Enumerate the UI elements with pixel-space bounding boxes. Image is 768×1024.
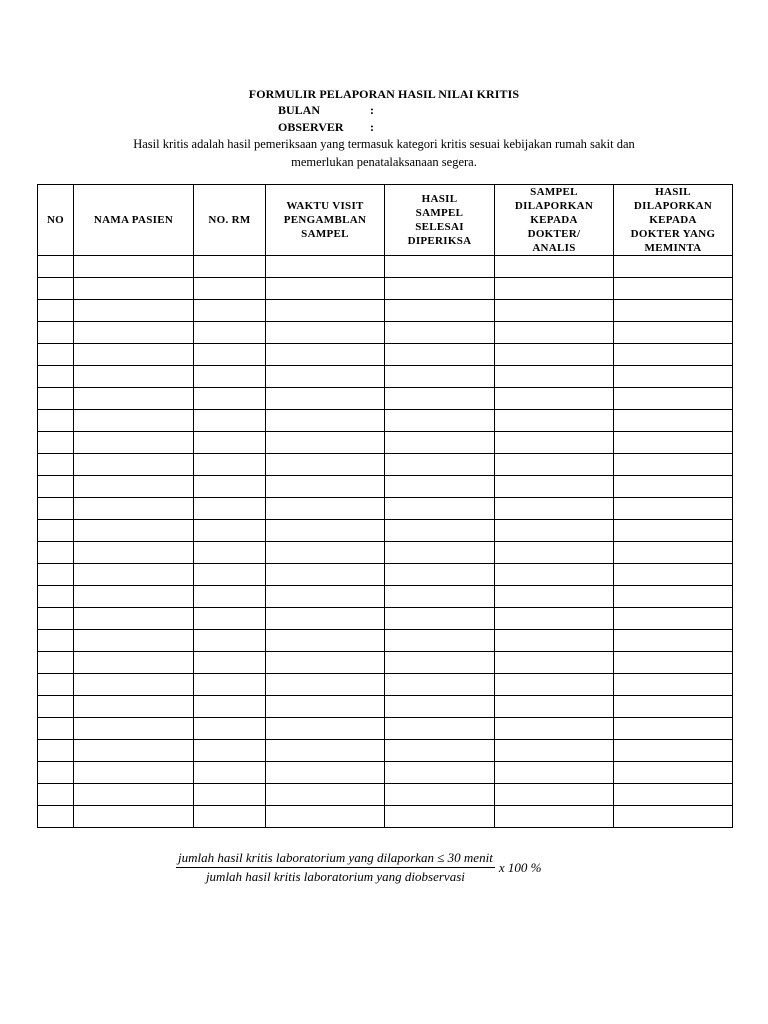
description <box>60 135 708 171</box>
table-cell[interactable] <box>385 652 495 674</box>
table-cell[interactable] <box>194 608 266 630</box>
table-cell[interactable] <box>385 718 495 740</box>
table-cell[interactable] <box>495 740 614 762</box>
table-cell[interactable] <box>495 542 614 564</box>
table-cell[interactable] <box>74 608 194 630</box>
observer-label: OBSERVER <box>278 120 344 134</box>
table-cell[interactable] <box>614 542 733 564</box>
table-cell[interactable] <box>74 454 194 476</box>
table-cell[interactable] <box>266 652 385 674</box>
table-cell[interactable] <box>194 322 266 344</box>
table-row <box>38 784 733 806</box>
formula <box>176 850 541 885</box>
table-cell[interactable] <box>266 630 385 652</box>
observer-row <box>278 120 374 135</box>
table-cell[interactable] <box>614 762 733 784</box>
table-cell[interactable] <box>266 586 385 608</box>
table-row <box>38 278 733 300</box>
table-cell[interactable] <box>38 322 74 344</box>
table-cell[interactable] <box>495 784 614 806</box>
table-cell[interactable] <box>38 256 74 278</box>
table-cell[interactable] <box>74 762 194 784</box>
table-cell[interactable] <box>194 278 266 300</box>
table-cell[interactable] <box>194 454 266 476</box>
table-cell[interactable] <box>385 432 495 454</box>
table-cell[interactable] <box>495 564 614 586</box>
table-cell[interactable] <box>614 740 733 762</box>
table-cell[interactable] <box>38 564 74 586</box>
table-cell[interactable] <box>74 498 194 520</box>
table-cell[interactable] <box>385 564 495 586</box>
table-cell[interactable] <box>194 784 266 806</box>
table-cell[interactable] <box>614 630 733 652</box>
column-header-line: KEPADA <box>649 214 697 226</box>
bulan-colon: : <box>370 103 374 117</box>
table-cell[interactable] <box>266 520 385 542</box>
table-row <box>38 454 733 476</box>
table-cell[interactable] <box>614 520 733 542</box>
column-header-line: HASIL <box>421 193 458 205</box>
table-cell[interactable] <box>194 630 266 652</box>
table-row <box>38 652 733 674</box>
column-header-1 <box>38 185 74 256</box>
table-cell[interactable] <box>74 388 194 410</box>
table-cell[interactable] <box>614 498 733 520</box>
table-row <box>38 520 733 542</box>
table-cell[interactable] <box>38 542 74 564</box>
table-cell[interactable] <box>38 630 74 652</box>
table-cell[interactable] <box>38 476 74 498</box>
table-cell[interactable] <box>38 608 74 630</box>
table-cell[interactable] <box>266 322 385 344</box>
table-cell[interactable] <box>385 388 495 410</box>
table-cell[interactable] <box>38 520 74 542</box>
column-header-line: KEPADA <box>530 214 578 226</box>
report-table <box>37 184 733 828</box>
table-row <box>38 256 733 278</box>
table-cell[interactable] <box>38 718 74 740</box>
table-cell[interactable] <box>385 300 495 322</box>
table-cell[interactable] <box>614 674 733 696</box>
bulan-row <box>278 103 374 118</box>
table-row <box>38 322 733 344</box>
column-header-line: NO <box>46 214 65 226</box>
table-cell[interactable] <box>385 476 495 498</box>
table-cell[interactable] <box>38 586 74 608</box>
column-header-line: ANALIS <box>532 242 576 254</box>
column-header-line: PENGAMBLAN <box>283 214 367 226</box>
table-cell[interactable] <box>38 806 74 828</box>
table-body <box>38 256 733 828</box>
table-cell[interactable] <box>266 806 385 828</box>
table-cell[interactable] <box>385 410 495 432</box>
table-cell[interactable] <box>266 696 385 718</box>
table-cell[interactable] <box>266 740 385 762</box>
table-cell[interactable] <box>74 542 194 564</box>
table-cell[interactable] <box>495 762 614 784</box>
table-cell[interactable] <box>266 278 385 300</box>
table-cell[interactable] <box>266 718 385 740</box>
table-cell[interactable] <box>74 564 194 586</box>
column-header-5 <box>385 185 495 256</box>
column-header-line: MEMINTA <box>644 242 702 254</box>
table-cell[interactable] <box>194 498 266 520</box>
table-cell[interactable] <box>495 410 614 432</box>
table-cell[interactable] <box>614 256 733 278</box>
column-header-4 <box>266 185 385 256</box>
table-cell[interactable] <box>614 608 733 630</box>
table-cell[interactable] <box>74 740 194 762</box>
table-cell[interactable] <box>495 256 614 278</box>
table-cell[interactable] <box>385 256 495 278</box>
table-cell[interactable] <box>614 586 733 608</box>
table-cell[interactable] <box>385 498 495 520</box>
table-cell[interactable] <box>614 784 733 806</box>
header-row <box>38 185 733 256</box>
table-cell[interactable] <box>38 784 74 806</box>
table-cell[interactable] <box>74 520 194 542</box>
table-cell[interactable] <box>38 454 74 476</box>
table-cell[interactable] <box>38 366 74 388</box>
table-cell[interactable] <box>385 520 495 542</box>
table-cell[interactable] <box>74 410 194 432</box>
table-cell[interactable] <box>74 696 194 718</box>
table-cell[interactable] <box>74 432 194 454</box>
table-cell[interactable] <box>614 344 733 366</box>
column-header-line: SAMPEL <box>301 228 349 240</box>
table-cell[interactable] <box>38 432 74 454</box>
table-cell[interactable] <box>74 806 194 828</box>
table-cell[interactable] <box>614 300 733 322</box>
table-cell[interactable] <box>38 696 74 718</box>
table-cell[interactable] <box>614 410 733 432</box>
table-cell[interactable] <box>385 674 495 696</box>
table-cell[interactable] <box>495 388 614 410</box>
table-row <box>38 476 733 498</box>
table-row <box>38 806 733 828</box>
table-cell[interactable] <box>495 432 614 454</box>
description-line-2: memerlukan penatalaksanaan segera. <box>291 155 477 169</box>
table-cell[interactable] <box>74 366 194 388</box>
table-cell[interactable] <box>614 432 733 454</box>
table-row <box>38 388 733 410</box>
table-cell[interactable] <box>614 454 733 476</box>
table-cell[interactable] <box>385 322 495 344</box>
table-cell[interactable] <box>614 806 733 828</box>
formula-numerator: jumlah hasil kritis laboratorium yang dilaporkan ≤ 30 menit <box>176 850 495 868</box>
table-cell[interactable] <box>194 410 266 432</box>
table-cell[interactable] <box>495 322 614 344</box>
table-cell[interactable] <box>38 344 74 366</box>
table-row <box>38 564 733 586</box>
table-cell[interactable] <box>194 586 266 608</box>
table-cell[interactable] <box>194 300 266 322</box>
column-header-line: SAMPEL <box>530 186 578 198</box>
table-cell[interactable] <box>385 696 495 718</box>
table-cell[interactable] <box>266 410 385 432</box>
column-header-6 <box>495 185 614 256</box>
table-cell[interactable] <box>266 388 385 410</box>
table-cell[interactable] <box>614 476 733 498</box>
table-row <box>38 762 733 784</box>
table-cell[interactable] <box>495 476 614 498</box>
table-cell[interactable] <box>194 740 266 762</box>
column-header-line: DILAPORKAN <box>633 200 713 212</box>
table-cell[interactable] <box>74 476 194 498</box>
table-cell[interactable] <box>194 476 266 498</box>
table-cell[interactable] <box>74 256 194 278</box>
table-cell[interactable] <box>614 652 733 674</box>
column-header-line: DILAPORKAN <box>514 200 594 212</box>
table-cell[interactable] <box>194 366 266 388</box>
column-header-line: SELESAI <box>415 221 464 233</box>
column-header-line: SAMPEL <box>415 207 464 219</box>
table-cell[interactable] <box>194 762 266 784</box>
table-cell[interactable] <box>495 718 614 740</box>
table-cell[interactable] <box>266 498 385 520</box>
table-cell[interactable] <box>194 344 266 366</box>
table-row <box>38 366 733 388</box>
table-row <box>38 696 733 718</box>
column-header-7 <box>614 185 733 256</box>
column-header-line: NO. RM <box>208 214 251 226</box>
table-cell[interactable] <box>194 564 266 586</box>
table-cell[interactable] <box>38 410 74 432</box>
table-cell[interactable] <box>495 652 614 674</box>
table-cell[interactable] <box>385 762 495 784</box>
table-cell[interactable] <box>495 586 614 608</box>
table-row <box>38 432 733 454</box>
table-cell[interactable] <box>266 762 385 784</box>
table-cell[interactable] <box>495 344 614 366</box>
table-cell[interactable] <box>495 498 614 520</box>
table-cell[interactable] <box>266 432 385 454</box>
column-header-line: HASIL <box>655 186 691 198</box>
table-cell[interactable] <box>38 652 74 674</box>
table-cell[interactable] <box>614 388 733 410</box>
table-cell[interactable] <box>495 608 614 630</box>
table-row <box>38 542 733 564</box>
table-cell[interactable] <box>38 300 74 322</box>
table-cell[interactable] <box>266 344 385 366</box>
table-cell[interactable] <box>266 784 385 806</box>
table-cell[interactable] <box>614 718 733 740</box>
table-row <box>38 608 733 630</box>
table-row <box>38 300 733 322</box>
form-title: FORMULIR PELAPORAN HASIL NILAI KRITIS <box>248 87 520 101</box>
table-cell[interactable] <box>38 388 74 410</box>
table-cell[interactable] <box>38 740 74 762</box>
description-line-1: Hasil kritis adalah hasil pemeriksaan yang termasuk kategori kritis sesuai kebijakan rumah sakit dan <box>133 137 635 151</box>
table-cell[interactable] <box>385 278 495 300</box>
table-cell[interactable] <box>614 696 733 718</box>
table-cell[interactable] <box>495 366 614 388</box>
table-row <box>38 344 733 366</box>
table-cell[interactable] <box>74 652 194 674</box>
table-cell[interactable] <box>38 674 74 696</box>
table-cell[interactable] <box>495 696 614 718</box>
table-cell[interactable] <box>74 278 194 300</box>
table-row <box>38 586 733 608</box>
table-cell[interactable] <box>385 784 495 806</box>
table-cell[interactable] <box>266 542 385 564</box>
table-cell[interactable] <box>385 344 495 366</box>
table-cell[interactable] <box>194 388 266 410</box>
table-cell[interactable] <box>495 630 614 652</box>
table-cell[interactable] <box>194 256 266 278</box>
table-row <box>38 674 733 696</box>
column-header-line: WAKTU VISIT <box>286 200 364 212</box>
formula-multiplier: x 100 % <box>498 859 542 875</box>
table-cell[interactable] <box>74 300 194 322</box>
table-cell[interactable] <box>614 366 733 388</box>
column-header-line: DOKTER YANG <box>630 228 716 240</box>
table-cell[interactable] <box>385 740 495 762</box>
table-cell[interactable] <box>266 608 385 630</box>
table-cell[interactable] <box>38 762 74 784</box>
table-cell[interactable] <box>74 718 194 740</box>
table-cell[interactable] <box>74 322 194 344</box>
table-cell[interactable] <box>385 454 495 476</box>
table-cell[interactable] <box>495 454 614 476</box>
table-cell[interactable] <box>495 806 614 828</box>
table-cell[interactable] <box>74 674 194 696</box>
table-row <box>38 630 733 652</box>
table-cell[interactable] <box>266 256 385 278</box>
table-cell[interactable] <box>194 718 266 740</box>
table-cell[interactable] <box>266 476 385 498</box>
formula-denominator: jumlah hasil kritis laboratorium yang diobservasi <box>205 869 465 884</box>
table-cell[interactable] <box>385 586 495 608</box>
column-header-line: DIPERIKSA <box>407 235 472 247</box>
table-cell[interactable] <box>74 344 194 366</box>
table-cell[interactable] <box>495 278 614 300</box>
column-header-2 <box>74 185 194 256</box>
table-cell[interactable] <box>74 630 194 652</box>
column-header-line: DOKTER/ <box>527 228 581 240</box>
table-cell[interactable] <box>266 300 385 322</box>
table-cell[interactable] <box>194 696 266 718</box>
table-row <box>38 410 733 432</box>
table-cell[interactable] <box>385 542 495 564</box>
table-row <box>38 498 733 520</box>
table-cell[interactable] <box>266 366 385 388</box>
table-cell[interactable] <box>74 586 194 608</box>
bulan-label: BULAN <box>278 103 321 117</box>
table-row <box>38 718 733 740</box>
table-cell[interactable] <box>266 454 385 476</box>
table-cell[interactable] <box>495 520 614 542</box>
table-cell[interactable] <box>266 674 385 696</box>
observer-colon: : <box>370 120 374 134</box>
table-cell[interactable] <box>385 366 495 388</box>
table-cell[interactable] <box>614 278 733 300</box>
column-header-line: NAMA PASIEN <box>93 214 174 226</box>
table-cell[interactable] <box>194 432 266 454</box>
table-cell[interactable] <box>194 806 266 828</box>
table-cell[interactable] <box>495 300 614 322</box>
column-header-3 <box>194 185 266 256</box>
table-cell[interactable] <box>194 652 266 674</box>
table-cell[interactable] <box>495 674 614 696</box>
table-cell[interactable] <box>385 608 495 630</box>
table-cell[interactable] <box>385 806 495 828</box>
table-cell[interactable] <box>38 278 74 300</box>
table-cell[interactable] <box>385 630 495 652</box>
table-cell[interactable] <box>266 564 385 586</box>
table-cell[interactable] <box>74 784 194 806</box>
formula-fraction <box>176 850 495 885</box>
table-cell[interactable] <box>194 520 266 542</box>
table-cell[interactable] <box>614 564 733 586</box>
table-cell[interactable] <box>194 674 266 696</box>
table-cell[interactable] <box>614 322 733 344</box>
table-cell[interactable] <box>38 498 74 520</box>
table-row <box>38 740 733 762</box>
table-cell[interactable] <box>194 542 266 564</box>
